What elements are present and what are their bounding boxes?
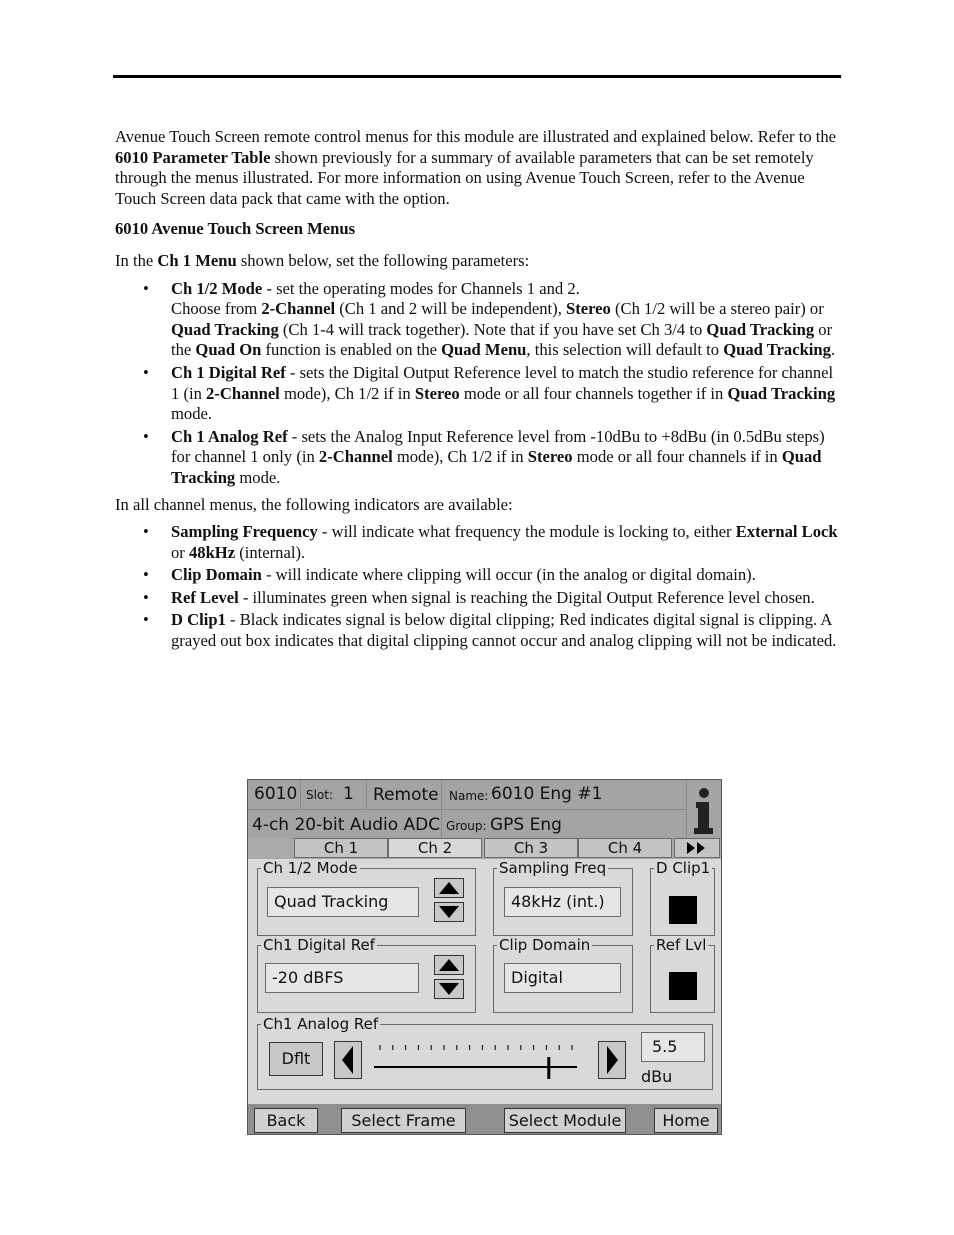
down-arrow-icon: [435, 980, 463, 998]
double-right-arrow-icon: [682, 841, 712, 855]
bullet: •: [143, 426, 149, 446]
header-rule: [113, 75, 841, 78]
slot-label: Slot:: [306, 788, 334, 802]
ch12-mode-down-button[interactable]: [434, 902, 464, 922]
default-button[interactable]: Dflt: [269, 1042, 323, 1076]
tab-ch2[interactable]: Ch 2: [388, 838, 482, 858]
analog-ref-slider[interactable]: [372, 1037, 582, 1081]
remote-status: Remote: [373, 785, 439, 805]
document-body: [115, 127, 845, 658]
clip-domain-label: Clip Domain: [499, 936, 591, 954]
tab-next-button[interactable]: [674, 838, 720, 858]
digital-ref-group: [257, 936, 476, 1013]
digital-ref-down-button[interactable]: [434, 979, 464, 999]
avenue-touch-screen-panel: [247, 779, 722, 1135]
select-module-button[interactable]: Select Module: [504, 1108, 626, 1133]
divider: [300, 780, 301, 809]
sampling-freq-value: 48kHz (int.): [504, 887, 621, 917]
list-item: • Ch 1 Analog Ref - sets the Analog Input Reference level from -10dBu to +8dBu (in 0.5dBu steps) for channel 1 only (in 2-Channel mode), Ch 1/2 if in Stereo mode or all four channels if in Quad Tracking mode.: [143, 426, 825, 487]
indicator-list: [115, 522, 845, 652]
module-description: 4-ch 20-bit Audio ADC: [252, 815, 441, 835]
down-arrow-icon: [435, 903, 463, 921]
list-item: • Sampling Frequency - will indicate what frequency the module is locking to, either External Lock or 48kHz (internal).: [143, 522, 838, 562]
ch12-mode-select[interactable]: Quad Tracking: [267, 887, 419, 917]
intro-paragraph: Avenue Touch Screen remote control menus for this module are illustrated and explained below. Refer to the 6010 Parameter Table shown previously for a summary of available parameters that can be set remotely through the menus illustrated. For more information on using Avenue Touch Screen, refer to the Avenue Touch Screen data pack that came with the option.: [115, 127, 837, 208]
ch12-mode-up-button[interactable]: [434, 878, 464, 898]
list-item: • Ch 1 Digital Ref - sets the Digital Output Reference level to match the studio reference for channel 1 (in 2-Channel mode), Ch 1/2 if in Stereo mode or all four channels together if in Quad Tracking mode.: [143, 362, 836, 424]
ref-lvl-group: [650, 936, 715, 1013]
channel-menu-body: [248, 859, 721, 1104]
panel-footer: [248, 1104, 721, 1134]
info-icon[interactable]: [688, 784, 718, 836]
list-item: • D Clip1 - Black indicates signal is below digital clipping; Red indicates digital signal is clipping. A grayed out box indicates that digital clipping cannot occur and analog clipping will not be indicated.: [143, 610, 837, 651]
bullet: •: [143, 587, 149, 607]
digital-ref-up-button[interactable]: [434, 955, 464, 975]
increment-button[interactable]: [598, 1041, 626, 1079]
bullet: •: [143, 610, 149, 630]
d-clip-indicator: [669, 896, 697, 924]
analog-ref-unit: dBu: [641, 1067, 673, 1086]
bullet: •: [143, 565, 149, 585]
ch12-mode-label: Ch 1/2 Mode: [263, 859, 358, 877]
name-label: Name:: [449, 789, 489, 803]
select-frame-button[interactable]: Select Frame: [341, 1108, 466, 1133]
bullet: •: [143, 522, 149, 542]
section-heading: 6010 Avenue Touch Screen Menus: [115, 219, 356, 239]
ch1-parameter-list: [115, 279, 845, 489]
list-item: • Clip Domain - will indicate where clipping will occur (in the analog or digital domain).: [143, 565, 756, 585]
divider: [248, 809, 686, 810]
group-value: GPS Eng: [490, 815, 562, 835]
ch1-menu-intro: In the Ch 1 Menu shown below, set the following parameters:: [115, 250, 530, 270]
home-button[interactable]: Home: [654, 1108, 718, 1133]
list-item: • Ch 1/2 Mode - set the operating modes for Channels 1 and 2. Choose from 2-Channel (Ch 1 and 2 will be independent), Stereo (Ch 1/2 will be a stereo pair) or Quad Tracking (Ch 1-4 will track together). Note that if you have set Ch 3/4 to Quad Tracking or the Quad On function is enabled on the Quad Menu, this selection will default to Quad Tracking.: [143, 278, 836, 360]
sampling-freq-label: Sampling Freq: [499, 859, 607, 877]
clip-domain-value: Digital: [504, 963, 621, 993]
back-button[interactable]: Back: [254, 1108, 318, 1133]
divider: [366, 780, 367, 809]
indicators-intro: In all channel menus, the following indicators are available:: [115, 494, 513, 514]
up-arrow-icon: [435, 879, 463, 897]
ref-lvl-label: Ref Lvl: [656, 936, 707, 954]
analog-ref-label: Ch1 Analog Ref: [263, 1015, 379, 1033]
model-number: 6010: [254, 784, 298, 804]
bullet: •: [143, 362, 149, 382]
up-arrow-icon: [435, 956, 463, 974]
slider-ticks: [380, 1045, 572, 1050]
divider: [686, 780, 687, 838]
ch12-mode-group: [257, 859, 476, 936]
decrement-button[interactable]: [334, 1041, 362, 1079]
module-name: 6010 Eng #1: [491, 784, 603, 804]
digital-ref-label: Ch1 Digital Ref: [263, 936, 375, 954]
tab-ch4[interactable]: Ch 4: [578, 838, 672, 858]
analog-ref-group: [257, 1015, 713, 1090]
bullet: •: [143, 278, 149, 298]
right-arrow-icon: [599, 1042, 625, 1078]
panel-header: [248, 780, 721, 838]
group-label: Group:: [446, 819, 487, 833]
channel-tabs: [294, 838, 721, 859]
d-clip-label: D Clip1: [656, 859, 711, 877]
digital-ref-select[interactable]: -20 dBFS: [265, 963, 419, 993]
list-item: • Ref Level - illuminates green when signal is reaching the Digital Output Reference level chosen.: [143, 587, 815, 607]
left-arrow-icon: [335, 1042, 361, 1078]
ref-lvl-indicator: [669, 972, 697, 1000]
tab-ch1[interactable]: Ch 1: [294, 838, 388, 858]
clip-domain-group: [493, 936, 633, 1013]
analog-ref-value: 5.5: [641, 1032, 705, 1062]
slot-value: 1: [343, 784, 354, 804]
d-clip-group: [650, 859, 715, 936]
tab-ch3[interactable]: Ch 3: [484, 838, 578, 858]
sampling-freq-group: [493, 859, 633, 936]
